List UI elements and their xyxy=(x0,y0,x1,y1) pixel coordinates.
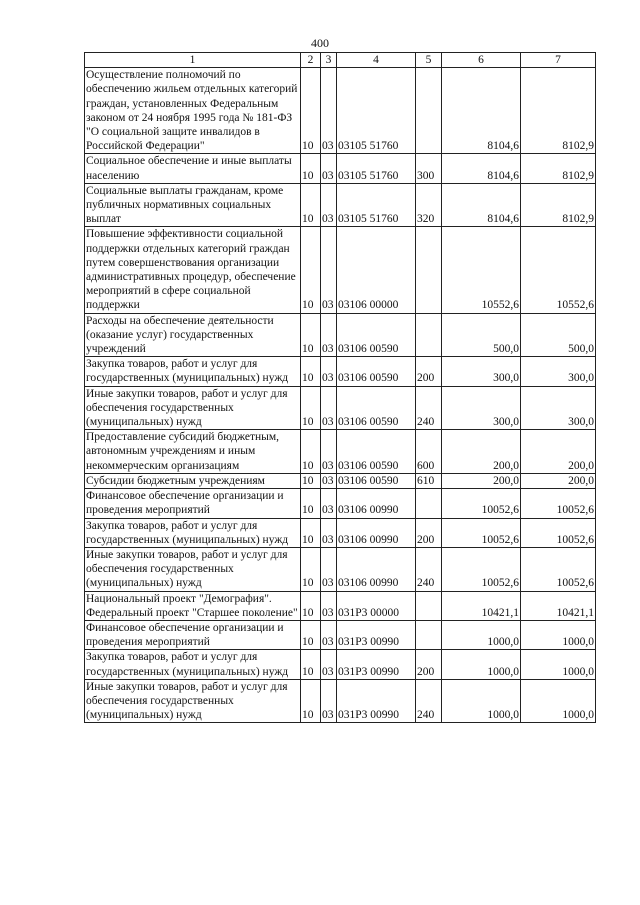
row-name-cell: Закупка товаров, работ и услуг для государственных (муниципальных) нужд xyxy=(85,518,301,547)
expense-type-cell: 300 xyxy=(416,154,442,183)
row-name-cell: Иные закупки товаров, работ и услуг для обеспечения государственных (муниципальных) нужд xyxy=(85,386,301,430)
target-article-cell: 031P3 00990 xyxy=(337,679,416,723)
expense-type-cell: 610 xyxy=(416,473,442,488)
table-row xyxy=(85,473,596,488)
amount-col6-cell: 1000,0 xyxy=(442,650,521,679)
section-code-cell: 10 xyxy=(301,68,321,154)
amount-col6-cell: 300,0 xyxy=(442,357,521,386)
amount-col7-cell: 8102,9 xyxy=(521,154,596,183)
amount-col7-cell: 10052,6 xyxy=(521,489,596,518)
section-code-cell: 10 xyxy=(301,357,321,386)
section-code-cell: 10 xyxy=(301,518,321,547)
amount-col7-cell: 200,0 xyxy=(521,430,596,474)
table-row xyxy=(85,68,596,154)
table-row xyxy=(85,357,596,386)
section-code-cell: 10 xyxy=(301,473,321,488)
row-name-cell: Закупка товаров, работ и услуг для государственных (муниципальных) нужд xyxy=(85,357,301,386)
target-article-cell: 03106 00000 xyxy=(337,227,416,313)
expense-type-cell: 600 xyxy=(416,430,442,474)
subsection-code-cell: 03 xyxy=(321,430,337,474)
row-name-cell: Иные закупки товаров, работ и услуг для обеспечения государственных (муниципальных) нужд xyxy=(85,547,301,591)
table-row xyxy=(85,650,596,679)
section-code-cell: 10 xyxy=(301,547,321,591)
target-article-cell: 03106 00990 xyxy=(337,518,416,547)
amount-col7-cell: 1000,0 xyxy=(521,620,596,649)
expense-type-cell: 240 xyxy=(416,386,442,430)
subsection-code-cell: 03 xyxy=(321,473,337,488)
subsection-code-cell: 03 xyxy=(321,227,337,313)
table-header-row xyxy=(85,53,596,68)
row-name-cell: Повышение эффективности социальной поддержки отдельных категорий граждан путем совершенствования организации административных процедур, обеспечение мероприятий в сфере социальной поддержки xyxy=(85,227,301,313)
subsection-code-cell: 03 xyxy=(321,386,337,430)
amount-col7-cell: 300,0 xyxy=(521,386,596,430)
amount-col7-cell: 10052,6 xyxy=(521,518,596,547)
row-name-cell: Осуществление полномочий по обеспечению жильем отдельных категорий граждан, установленных Федеральным законом от 24 ноября 1995 года № 181-ФЗ "О социальной защите инвалидов в Российской Федерации" xyxy=(85,68,301,154)
amount-col6-cell: 1000,0 xyxy=(442,620,521,649)
amount-col7-cell: 300,0 xyxy=(521,357,596,386)
expense-type-cell: 200 xyxy=(416,357,442,386)
expense-type-cell xyxy=(416,620,442,649)
target-article-cell: 03106 00990 xyxy=(337,547,416,591)
amount-col7-cell: 10052,6 xyxy=(521,547,596,591)
table-row xyxy=(85,591,596,620)
table-row xyxy=(85,313,596,357)
amount-col7-cell: 8102,9 xyxy=(521,183,596,227)
subsection-code-cell: 03 xyxy=(321,313,337,357)
table-row xyxy=(85,430,596,474)
target-article-cell: 031P3 00990 xyxy=(337,620,416,649)
amount-col6-cell: 10421,1 xyxy=(442,591,521,620)
table-row xyxy=(85,620,596,649)
header-cell-7: 7 xyxy=(521,53,596,68)
section-code-cell: 10 xyxy=(301,313,321,357)
expense-type-cell: 240 xyxy=(416,679,442,723)
header-cell-2: 2 xyxy=(301,53,321,68)
target-article-cell: 03106 00590 xyxy=(337,473,416,488)
target-article-cell: 03105 51760 xyxy=(337,154,416,183)
section-code-cell: 10 xyxy=(301,620,321,649)
expense-type-cell xyxy=(416,591,442,620)
target-article-cell: 03106 00590 xyxy=(337,313,416,357)
subsection-code-cell: 03 xyxy=(321,183,337,227)
subsection-code-cell: 03 xyxy=(321,679,337,723)
subsection-code-cell: 03 xyxy=(321,154,337,183)
target-article-cell: 03106 00990 xyxy=(337,489,416,518)
amount-col7-cell: 500,0 xyxy=(521,313,596,357)
header-cell-3: 3 xyxy=(321,53,337,68)
target-article-cell: 03106 00590 xyxy=(337,430,416,474)
expense-type-cell xyxy=(416,227,442,313)
expense-type-cell xyxy=(416,68,442,154)
header-cell-6: 6 xyxy=(442,53,521,68)
target-article-cell: 031P3 00000 xyxy=(337,591,416,620)
expense-type-cell: 200 xyxy=(416,650,442,679)
section-code-cell: 10 xyxy=(301,386,321,430)
target-article-cell: 031P3 00990 xyxy=(337,650,416,679)
target-article-cell: 03105 51760 xyxy=(337,183,416,227)
row-name-cell: Национальный проект "Демография". Федеральный проект "Старшее поколение" xyxy=(85,591,301,620)
amount-col6-cell: 10052,6 xyxy=(442,489,521,518)
row-name-cell: Социальные выплаты гражданам, кроме публичных нормативных социальных выплат xyxy=(85,183,301,227)
expense-type-cell: 200 xyxy=(416,518,442,547)
target-article-cell: 03105 51760 xyxy=(337,68,416,154)
table-row xyxy=(85,183,596,227)
amount-col6-cell: 10052,6 xyxy=(442,518,521,547)
subsection-code-cell: 03 xyxy=(321,518,337,547)
table-row xyxy=(85,518,596,547)
page-number: 400 xyxy=(311,36,329,50)
row-name-cell: Финансовое обеспечение организации и проведения мероприятий xyxy=(85,620,301,649)
table-row xyxy=(85,227,596,313)
amount-col6-cell: 8104,6 xyxy=(442,68,521,154)
section-code-cell: 10 xyxy=(301,154,321,183)
amount-col6-cell: 200,0 xyxy=(442,430,521,474)
amount-col6-cell: 10552,6 xyxy=(442,227,521,313)
row-name-cell: Финансовое обеспечение организации и проведения мероприятий xyxy=(85,489,301,518)
row-name-cell: Предоставление субсидий бюджетным, автономным учреждениям и иным некоммерческим организациям xyxy=(85,430,301,474)
subsection-code-cell: 03 xyxy=(321,357,337,386)
table-row xyxy=(85,386,596,430)
amount-col7-cell: 10552,6 xyxy=(521,227,596,313)
amount-col7-cell: 1000,0 xyxy=(521,679,596,723)
expense-type-cell: 320 xyxy=(416,183,442,227)
table-row xyxy=(85,489,596,518)
budget-table xyxy=(84,52,596,723)
expense-type-cell xyxy=(416,489,442,518)
amount-col6-cell: 1000,0 xyxy=(442,679,521,723)
table-row xyxy=(85,154,596,183)
section-code-cell: 10 xyxy=(301,430,321,474)
subsection-code-cell: 03 xyxy=(321,547,337,591)
subsection-code-cell: 03 xyxy=(321,620,337,649)
amount-col7-cell: 8102,9 xyxy=(521,68,596,154)
amount-col6-cell: 300,0 xyxy=(442,386,521,430)
row-name-cell: Иные закупки товаров, работ и услуг для обеспечения государственных (муниципальных) нужд xyxy=(85,679,301,723)
target-article-cell: 03106 00590 xyxy=(337,357,416,386)
amount-col7-cell: 200,0 xyxy=(521,473,596,488)
expense-type-cell xyxy=(416,313,442,357)
section-code-cell: 10 xyxy=(301,227,321,313)
section-code-cell: 10 xyxy=(301,650,321,679)
row-name-cell: Социальное обеспечение и иные выплаты населению xyxy=(85,154,301,183)
table-row xyxy=(85,547,596,591)
section-code-cell: 10 xyxy=(301,679,321,723)
amount-col6-cell: 200,0 xyxy=(442,473,521,488)
amount-col7-cell: 10421,1 xyxy=(521,591,596,620)
subsection-code-cell: 03 xyxy=(321,591,337,620)
header-cell-1: 1 xyxy=(85,53,301,68)
section-code-cell: 10 xyxy=(301,489,321,518)
row-name-cell: Расходы на обеспечение деятельности (оказание услуг) государственных учреждений xyxy=(85,313,301,357)
row-name-cell: Субсидии бюджетным учреждениям xyxy=(85,473,301,488)
amount-col6-cell: 8104,6 xyxy=(442,154,521,183)
header-cell-5: 5 xyxy=(416,53,442,68)
header-cell-4: 4 xyxy=(337,53,416,68)
amount-col6-cell: 500,0 xyxy=(442,313,521,357)
section-code-cell: 10 xyxy=(301,183,321,227)
subsection-code-cell: 03 xyxy=(321,650,337,679)
row-name-cell: Закупка товаров, работ и услуг для государственных (муниципальных) нужд xyxy=(85,650,301,679)
target-article-cell: 03106 00590 xyxy=(337,386,416,430)
table-row xyxy=(85,679,596,723)
subsection-code-cell: 03 xyxy=(321,489,337,518)
expense-type-cell: 240 xyxy=(416,547,442,591)
section-code-cell: 10 xyxy=(301,591,321,620)
amount-col6-cell: 8104,6 xyxy=(442,183,521,227)
amount-col7-cell: 1000,0 xyxy=(521,650,596,679)
subsection-code-cell: 03 xyxy=(321,68,337,154)
amount-col6-cell: 10052,6 xyxy=(442,547,521,591)
